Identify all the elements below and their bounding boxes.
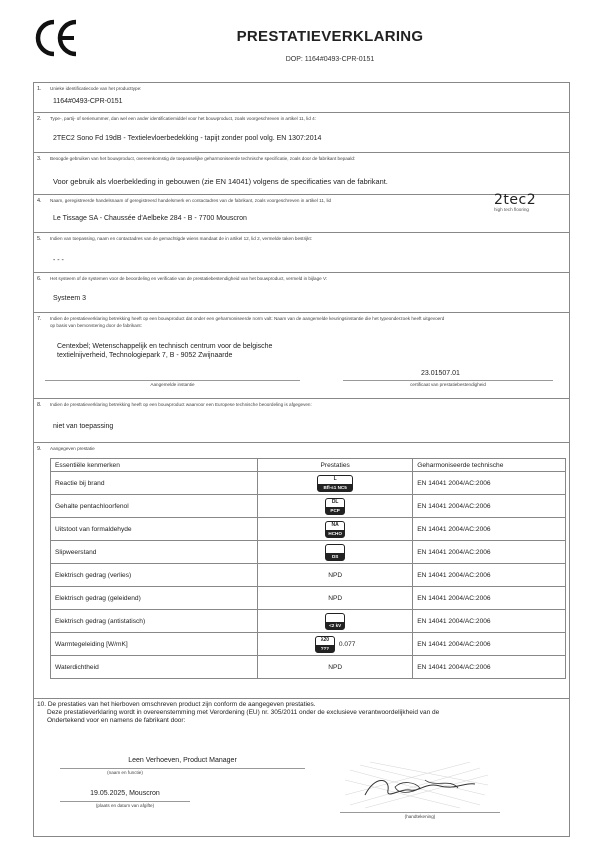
pictogram-top-label: DL bbox=[331, 498, 339, 505]
section-label: Indien de prestatieverklaring betrekking heeft op een bouwproduct dat onder een geharmoniseerde norm valt: Naam van de aangemelde keuringsinstantie die het typeonderzoek heeft uitgevoerd bbox=[50, 316, 445, 321]
divider bbox=[60, 768, 305, 769]
section-number: 4. bbox=[37, 198, 42, 204]
section-4 bbox=[33, 194, 570, 232]
statement-line-3: Ondertekend voor en namens de fabrikant door: bbox=[47, 717, 186, 724]
performance-cell bbox=[258, 633, 413, 656]
certificate-number: 23.01507.01 bbox=[421, 370, 460, 377]
section-2 bbox=[33, 112, 570, 152]
performance-pictogram-icon bbox=[325, 498, 345, 515]
section-6 bbox=[33, 272, 570, 312]
section-7 bbox=[33, 312, 570, 398]
performance-cell bbox=[258, 587, 413, 610]
pictogram-bottom-label: PCP bbox=[326, 507, 344, 514]
table-row bbox=[51, 472, 566, 495]
performance-cell bbox=[258, 656, 413, 679]
section-number: 10. bbox=[37, 701, 47, 708]
statement-line-1: De prestaties van het hierboven omschreven product zijn conform de aangegeven prestaties. bbox=[47, 701, 316, 708]
divider bbox=[45, 380, 300, 381]
characteristic-cell: Elektrisch gedrag (geleidend) bbox=[51, 587, 258, 610]
performance-cell bbox=[258, 518, 413, 541]
spec-cell: EN 14041 2004/AC:2006 bbox=[413, 495, 566, 518]
section-label: Het systeem of de systemen voor de beoordeling en verificatie van de prestatiebestendigheid van het bouwproduct, vermeld in bijlage V: bbox=[50, 276, 328, 281]
table-row bbox=[51, 656, 566, 679]
table-header-row bbox=[51, 459, 566, 472]
product-type: 2TEC2 Sono Fd 19dB - Textielevloerbedekking - tapijt zonder pool volg. EN 1307:2014 bbox=[53, 135, 322, 142]
section-label: Indien van toepassing, naam en contactadres van de gemachtigde wiens mandaat de in artikel 12, lid 2, vermelde taken bestrijkt: bbox=[50, 236, 312, 241]
signature-caption: (handtekening) bbox=[404, 814, 436, 819]
product-code: 1164#0493-CPR-0151 bbox=[53, 98, 123, 105]
pictogram-bottom-label: ??? bbox=[316, 645, 334, 652]
section-number: 9. bbox=[37, 446, 42, 452]
pictogram-bottom-label: <2 kV bbox=[326, 622, 344, 629]
characteristic-cell: Warmtegeleiding [W/mK] bbox=[51, 633, 258, 656]
statement-line-2: Deze prestatieverklaring wordt in overeenstemming met Verordening (EU) nr. 305/2011 onder de exclusieve verantwoordelijkheid van de bbox=[47, 709, 440, 716]
section-number: 7. bbox=[37, 316, 42, 322]
place-date-caption: (plaats en datum van afgifte) bbox=[95, 803, 155, 808]
spec-cell: EN 14041 2004/AC:2006 bbox=[413, 656, 566, 679]
section-label: Aangegeven prestatie bbox=[50, 446, 95, 451]
signer-caption: (naam en functie) bbox=[107, 770, 143, 775]
section-number: 3. bbox=[37, 156, 42, 162]
authorised-representative: - - - bbox=[53, 257, 64, 264]
pictogram-bottom-label: DS bbox=[326, 553, 344, 560]
pictogram-top-label: NA bbox=[331, 521, 339, 528]
performance-pictogram-icon bbox=[325, 521, 345, 538]
characteristic-cell: Gehalte pentachloorfenol bbox=[51, 495, 258, 518]
section-label: Type-, partij- of serienummer, dan wel een ander identificatiemiddel voor het bouwproduct, zoals voorgeschreven in artikel 11, lid 4: bbox=[50, 116, 316, 121]
performance-cell bbox=[258, 610, 413, 633]
eta-value: niet van toepassing bbox=[53, 423, 114, 430]
performance-cell bbox=[258, 495, 413, 518]
column-header: Prestaties bbox=[258, 459, 413, 472]
performance-pictogram-icon bbox=[325, 544, 345, 561]
section-number: 8. bbox=[37, 402, 42, 408]
section-label-continued: op basis van bemonstering door de fabrikant: bbox=[50, 323, 142, 328]
performance-cell bbox=[258, 541, 413, 564]
pictogram-bottom-label: HCHO bbox=[326, 530, 344, 537]
divider bbox=[343, 380, 553, 381]
logo-tagline: high tech flooring bbox=[494, 207, 529, 212]
signature-image bbox=[340, 760, 490, 810]
performance-value: 0.077 bbox=[338, 640, 356, 648]
characteristic-cell: Uitstoot van formaldehyde bbox=[51, 518, 258, 541]
table-row bbox=[51, 564, 566, 587]
section-5 bbox=[33, 232, 570, 272]
characteristic-cell: Waterdichtheid bbox=[51, 656, 258, 679]
notified-body-caption: Aangemelde instantie bbox=[150, 382, 195, 387]
document-title: PRESTATIEVERKLARING bbox=[236, 28, 424, 45]
notified-body-line1: Centexbel; Wetenschappelijk en technisch centrum voor de belgische bbox=[57, 343, 273, 350]
manufacturer-address: Le Tissage SA - Chaussée d'Aelbeke 284 - B - 7700 Mouscron bbox=[53, 215, 247, 222]
conformity-statement bbox=[37, 701, 439, 725]
avcp-system: Systeem 3 bbox=[53, 295, 87, 302]
spec-cell: EN 14041 2004/AC:2006 bbox=[413, 518, 566, 541]
table-row bbox=[51, 518, 566, 541]
performance-cell bbox=[258, 564, 413, 587]
intended-use: Voor gebruik als vloerbekleding in gebouwen (zie EN 14041) volgens de specificaties van de fabrikant. bbox=[53, 177, 388, 186]
table-row bbox=[51, 541, 566, 564]
table-row bbox=[51, 495, 566, 518]
pictogram-bottom-label: Bfl-s1 NC5 bbox=[318, 484, 352, 491]
characteristic-cell: Elektrisch gedrag (verlies) bbox=[51, 564, 258, 587]
manufacturer-logo bbox=[494, 193, 564, 213]
logo-text: 2tec2 bbox=[494, 192, 537, 208]
table-row bbox=[51, 610, 566, 633]
column-header: Geharmoniseerde technische bbox=[413, 459, 566, 472]
section-label: Unieke identificatiecode van het producttype: bbox=[50, 86, 142, 91]
section-number: 5. bbox=[37, 236, 42, 242]
section-number: 6. bbox=[37, 276, 42, 282]
spec-cell: EN 14041 2004/AC:2006 bbox=[413, 564, 566, 587]
section-label: Beoogde gebruiken van het bouwproduct, overeenkomstig de toepasselijke geharmoniseerde technische specificatie, zoals door de fabrikant bepaald: bbox=[50, 156, 356, 161]
signer-name: Leen Verhoeven, Product Manager bbox=[128, 757, 237, 764]
performance-pictogram-icon bbox=[325, 613, 345, 630]
table-row bbox=[51, 587, 566, 610]
certificate-caption: certificaat van prestatiebestendigheid bbox=[410, 382, 486, 387]
place-date: 19.05.2025, Mouscron bbox=[90, 790, 160, 797]
performance-cell bbox=[258, 472, 413, 495]
pictogram-top-label: L bbox=[333, 475, 337, 482]
section-8 bbox=[33, 398, 570, 442]
spec-cell: EN 14041 2004/AC:2006 bbox=[413, 633, 566, 656]
characteristic-cell: Elektrisch gedrag (antistatisch) bbox=[51, 610, 258, 633]
notified-body-line2: textielnijverheid, Technologiepark 7, B - 9052 Zwijnaarde bbox=[57, 352, 233, 359]
section-1 bbox=[33, 82, 570, 112]
performance-value: NPD bbox=[328, 663, 343, 671]
performance-pictogram-icon bbox=[315, 636, 335, 653]
column-header: Essentiële kenmerken bbox=[51, 459, 258, 472]
dop-number: DOP: 1164#0493-CPR-0151 bbox=[285, 56, 375, 63]
divider bbox=[60, 801, 190, 802]
section-label: Naam, geregistreerde handelsnaam of geregistreerd handelsmerk en contactadres van de fabrikant, zoals voorgeschreven in artikel 11, lid bbox=[50, 198, 332, 203]
spec-cell: EN 14041 2004/AC:2006 bbox=[413, 587, 566, 610]
characteristic-cell: Slipweerstand bbox=[51, 541, 258, 564]
performance-table bbox=[50, 458, 566, 679]
spec-cell: EN 14041 2004/AC:2006 bbox=[413, 610, 566, 633]
performance-pictogram-icon bbox=[317, 475, 353, 492]
characteristic-cell: Reactie bij brand bbox=[51, 472, 258, 495]
section-number: 1. bbox=[37, 86, 42, 92]
divider bbox=[340, 812, 500, 813]
performance-value: NPD bbox=[328, 571, 343, 579]
table-row bbox=[51, 633, 566, 656]
performance-value: NPD bbox=[328, 594, 343, 602]
pictogram-top-label: λ20 bbox=[320, 636, 330, 643]
spec-cell: EN 14041 2004/AC:2006 bbox=[413, 541, 566, 564]
spec-cell: EN 14041 2004/AC:2006 bbox=[413, 472, 566, 495]
section-3 bbox=[33, 152, 570, 194]
section-number: 2. bbox=[37, 116, 42, 122]
ce-mark-icon bbox=[34, 16, 80, 60]
section-label: Indien de prestatieverklaring betrekking heeft op een bouwproduct waarvoor een Europese technische beoordeling is afgegeven: bbox=[50, 402, 312, 407]
